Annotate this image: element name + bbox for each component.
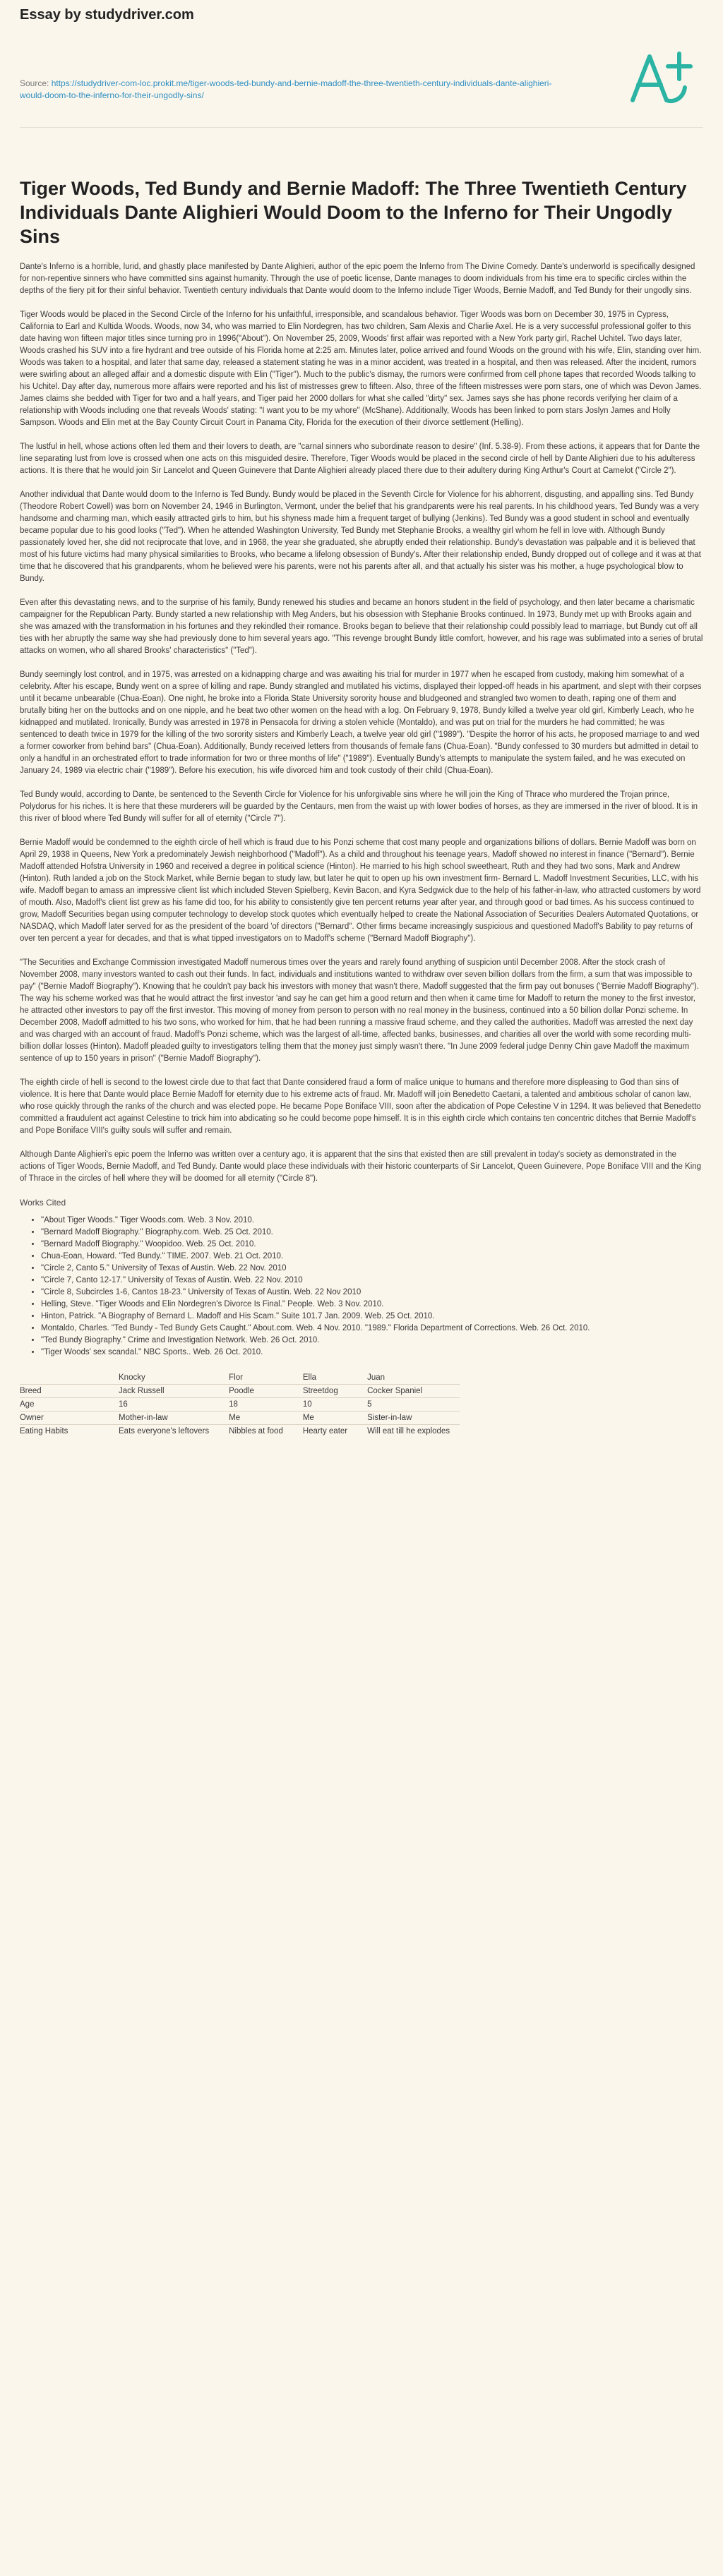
essay-paragraph: "The Securities and Exchange Commission investigated Madoff numerous times over the years and rarely found anything of suspicion until December 2008. After the stock crash of November 2008, many investors wanted to cash out their funds. In fact, individuals and institutions wanted to withdraw over seven billion dollars from the firm, a sum that was impossible to pay" ("Bernie Madoff Biography"). Knowing that he couldn't pay back his investors with money that wasn't there, Madoff suggested that the firm pay out bonuses ("Bernie Madoff Biography"). The way his scheme worked was that he would attract the first investor 'and say he can get him a good return and then when it came time for Madoff to return the money to the first investor, he attracted other investors to pay off the first investor. This moving of money from person to person with no real money in the business, continued into a 50 billion dollar Ponzi scheme. In December 2008, Madoff admitted to his two sons, who worked for him, that he had been running a massive fraud scheme, and they called the authorities. Madoff was arrested the next day and was charged with an account of fraud. Madoff's Ponzi scheme, which was the largest of all-time, affected banks, businesses, and charities all over the world with some recording multi-billion dollar losses (Hinton). Madoff pleaded guilty to investigators telling them that the money just simply wasn't there. "In June 2009 federal judge Denny Chin gave Madoff the maximum sentence of up to 150 years in prison" ("Bernie Madoff Biography"). — [20, 958, 699, 1063]
table-cell: Breed — [20, 1385, 109, 1398]
table-header-cell: Juan — [367, 1373, 386, 1382]
comparison-table — [20, 1371, 460, 1438]
table-cell: Me — [219, 1412, 293, 1425]
table-cell: Mother-in-law — [109, 1412, 219, 1425]
table-cell: 10 — [293, 1398, 357, 1412]
table-header-cell: Ella — [302, 1373, 317, 1382]
studydriver-logo-icon — [626, 47, 696, 106]
essay-title: Tiger Woods, Ted Bundy and Bernie Madoff: The Three Twentieth Century Individuals Dante Alighieri Would Doom to the Inferno for Their Ungodly Sins — [20, 178, 687, 247]
essay-paragraph: The eighth circle of hell is second to the lowest circle due to that fact that Dante considered fraud a form of malice unique to humans and therefore more displeasing to God than sins of violence. It is here that Dante would place Bernie Madoff for eternity due to his extreme acts of fraud. Mr. Madoff will join Benedetto Caetani, a talented and ambitious scholar of canon law, who rose quickly through the ranks of the church and was elected pope. He became Pope Boniface VIII, soon after the abdication of Pope Celestine V in 1294. It was believed that Benedetto committed a fraudulent act against Celestine to trick him into abdicating so he could become pope himself. It is in this eighth circle which contains ten concentric ditches that Bernie Madoff's and Pope Boniface VIII's guilty souls will suffer and remain. — [20, 1078, 701, 1135]
table-cell: Owner — [20, 1412, 109, 1425]
works-cited-item: • "Tiger Woods' sex scandal." NBC Sports.. Web. 26 Oct. 2010. — [41, 1347, 703, 1359]
works-cited-item: • "About Tiger Woods." Tiger Woods.com. Web. 3 Nov. 2010. — [41, 1215, 703, 1227]
essay-paragraph: Even after this devastating news, and to the surprise of his family, Bundy renewed his studies and became an honors student in the field of psychology, and then later became a charismatic campaigner for the Republican Party. Bundy started a new relationship with Meg Anders, but his obsession with Stephanie Brooks continued. In 1973, Bundy met up with Brooks again and she was amazed with the transformation in his fortunes and they rekindled their romance. Brooks began to believe that their relationship could possibly lead to marriage, but Bundy cut off all ties with her abruptly the same way she had previously done to him several years ago. "This revenge brought Bundy little comfort, however, and his rage was sublimated into a series of brutal attacks on women, who all shared Brooks' characteristics" ("Ted"). — [20, 598, 703, 655]
table-cell: Age — [20, 1398, 109, 1412]
works-cited-title: Works Cited — [20, 1198, 66, 1208]
table-header-cell: Flor — [229, 1373, 243, 1382]
table-cell: Hearty eater — [293, 1425, 357, 1438]
essay-paragraph: Another individual that Dante would doom to the Inferno is Ted Bundy. Bundy would be placed in the Seventh Circle for Violence for his abhorrent, disgusting, and appalling sins. Ted Bundy (Theodore Robert Cowell) was born on November 24, 1946 in Burlington, Vermont, under the belief that his grandparents were his real parents. In his childhood years, Ted Bundy was a very handsome and charming man, which easily attracted girls to him, but his shyness made him a frequent target of bullying (Jenkins). Ted Bundy was a good student in school and eventually became popular due to his good looks ("Ted"). When he attended Washington University, Ted Bundy met Stephanie Brooks, a wealthy girl whom he fell in love with. Although Bundy passionately loved her, she did not reciprocate that love, and in 1968, the year she graduated, she abruptly ended their relationship. Bundy's devastation was palpable and it is believed that most of his future victims had many physical similarities to Brooks, who became a lifelong obsession of Bundy's. After their relationship ended, Bundy dropped out of college and it was at that time that he discovered that his grandparents, whom he believed were his parents, were not his parents after all, and that actually his sister was his mother, a huge psychological blow to Bundy. — [20, 490, 701, 583]
table-cell: Poodle — [219, 1385, 293, 1398]
site-header — [20, 7, 703, 128]
essay-paragraph: Although Dante Alighieri's epic poem the Inferno was written over a century ago, it is apparent that the sins that existed then are still prevalent in today's society as demonstrated in the actions of Tiger Woods, Bernie Madoff, and Ted Bundy. Dante would place these individuals with their historic counterparts of Sir Lancelot, Queen Guinevere, Pope Boniface VIII and the King of Thrace in the circles of hell where they will be doomed for all eternity ("Circle 8"). — [20, 1150, 702, 1183]
works-cited-item: • "Bernard Madoff Biography." Woopidoo. Web. 25 Oct. 2010. — [41, 1239, 703, 1251]
works-cited-item: • "Bernard Madoff Biography." Biography.com. Web. 25 Oct. 2010. — [41, 1227, 703, 1239]
table-cell: Jack Russell — [109, 1385, 219, 1398]
table-cell: Sister-in-law — [357, 1412, 460, 1425]
essay-paragraph: Tiger Woods would be placed in the Second Circle of the Inferno for his unfaithful, irresponsible, and scandalous behavior. Tiger Woods was born on December 30, 1975 in Cypress, California to Earl and Kultida Woods. Woods, now 34, who was married to Elin Nordegren, has two children, Sam Alexis and Charlie Axel. He is a very successful professional golfer to this date having won fifteen major titles since turning pro in 1996("About"). On November 25, 2009, Woods' first affair was reported with a New York party girl, Rachel Uchitel. Two days later, Woods crashed his SUV into a fire hydrant and tree outside of his Florida home at 2:25 am. Minutes later, police arrived and found Woods on the ground with his wife, Elin, standing over him. Woods was taken to a hospital, and later that same day, released a statement stating he was in a minor accident, was treated in a hospital, and then was released. After the incident, rumors were swirling about an alleged affair and a domestic dispute with Elin ("Tiger"). Much to the public's dismay, the rumors were confirmed from cell phone tapes that recorded Woods talking to his Uchitel. Day after day, numerous more affairs were reported and his list of mistresses grew to fifteen. Also, three of the fifteen mistresses were porn stars, one of which was Devon James. James claims she bedded with Tiger for two and a half years, and Tiger paid her 2000 dollars for what she called "dirty" sex. James says she has phone records verifying her claim of a relationship with Woods including one that reveals Woods' stating: "I want you to be my whore" (McShane). Additionally, Woods has been linked to porn stars Joslyn James and Holly Sampson. Woods and Elin met at the Bay County Circuit Court in Panama City, Florida for the execution of their divorce settlement (Helling). — [20, 311, 702, 427]
table-header-cell: Knocky — [119, 1373, 145, 1382]
essay-paragraph: Bundy seemingly lost control, and in 1975, was arrested on a kidnapping charge and was awaiting his trial for murder in 1977 when he escaped from custody, making him somewhat of a celebrity. After his escape, Bundy went on a spree of killing and rape. Bundy strangled and mutilated his victims, displayed their lopped-off heads in his apartment, and slept with their corpses until it became unbearable (Chua-Eoan). One night, he broke into a Florida State University sorority house and bludgeoned and strangled two women to death, raping one of them and brutally biting her on the buttocks and on one nipple, and he beat two other women on the head with a log. On February 9, 1978, Bundy killed a twelve year old girl, Kimberly Leach, who he kidnapped and mutilated. Ironically, Bundy was arrested in 1978 in Pensacola for driving a stolen vehicle (Montaldo), and was put on trial for the murders he had committed; he was sentenced to death twice in 1979 for the killing of the two sorority sisters and Kimberly Leach, a twelve year old girl ("1989"). "Despite the horror of his acts, he proposed marriage to and wed a former coworker from behind bars" (Chua-Eoan). Additionally, Bundy received letters from thousands of female fans (Chua-Eoan). "Bundy confessed to 30 murders but admitted in detail to only a handful in an orchestrated effort to trade information for two or three months of life" ("1989"). Eventually Bundy's attempts to manipulate the system failed, and he was executed on January 24, 1989 via electric chair ("1989"). Before his execution, his wife divorced him and took custody of their child (Chua-Eoan). — [20, 670, 702, 775]
table-row — [20, 1425, 460, 1438]
works-cited-item: • Hinton, Patrick. "A Biography of Bernard L. Madoff and His Scam." Suite 101.7 Jan. 2009. Web. 25 Oct. 2010. — [41, 1311, 703, 1323]
essay-body — [20, 261, 703, 1185]
table-cell: 16 — [109, 1398, 219, 1412]
table-cell: Cocker Spaniel — [357, 1385, 460, 1398]
table-cell: 5 — [357, 1398, 460, 1412]
table-cell: Streetdog — [293, 1385, 357, 1398]
works-cited-list — [20, 1215, 703, 1359]
table-cell: Eats everyone's leftovers — [109, 1425, 219, 1438]
works-cited-item: • "Circle 8, Subcircles 1-6, Cantos 18-23." University of Texas of Austin. Web. 22 Nov 2010 — [41, 1287, 703, 1299]
table-row — [20, 1398, 460, 1412]
site-title: Essay by studydriver.com — [20, 7, 194, 23]
source-link[interactable]: https://studydriver-com-loc.prokit.me/tiger-woods-ted-bundy-and-bernie-madoff-the-three-twentieth-century-individuals-dante-alighieri-would-doom-to-the-inferno-for-their-ungodly-sins/ — [20, 78, 552, 100]
essay-paragraph: The lustful in hell, whose actions often led them and their lovers to death, are "carnal sinners who subordinate reason to desire" (Inf. 5.38-9). From these actions, it appears that for Dante the line separating lust from love is crossed when one acts on this misguided desire. Therefore, Tiger Woods would be placed in the second circle of hell by Dante Alighieri due to his adulteress actions. It is there that he would join Sir Lancelot and Queen Guinevere that Dante Alighieri already placed there due to their adultery during King Arthur's Court at Camelot ("Circle 2"). — [20, 443, 700, 475]
works-cited-item: • Helling, Steve. "Tiger Woods and Elin Nordegren's Divorce Is Final." People. Web. 3 Nov. 2010. — [41, 1299, 703, 1311]
table-cell: 18 — [219, 1398, 293, 1412]
table-cell: Nibbles at food — [219, 1425, 293, 1438]
table-row — [20, 1385, 460, 1398]
works-cited-item: • Chua-Eoan, Howard. "Ted Bundy." TIME. 2007. Web. 21 Oct. 2010. — [41, 1251, 703, 1263]
source-line — [20, 78, 556, 102]
works-cited-item: • Montaldo, Charles. "Ted Bundy - Ted Bundy Gets Caught." About.com. Web. 4 Nov. 2010. "1989." Florida Department of Corrections. Web. 26 Oct. 2010. — [41, 1323, 703, 1335]
table-cell: Me — [293, 1412, 357, 1425]
table-header-cell — [20, 1371, 109, 1385]
essay-paragraph: Ted Bundy would, according to Dante, be sentenced to the Seventh Circle for Violence for his unforgivable sins where he will join the King of Thrace who murdered the Trojan prince, Polydorus for his riches. It is here that these murderers will be guarded by the Centaurs, men from the waist up with lower bodies of horses, as they are immersed in the river of blood. It is in this river of blood where Ted Bundy will suffer for all of eternity ("Circle 7"). — [20, 790, 698, 823]
essay-paragraph: Bernie Madoff would be condemned to the eighth circle of hell which is fraud due to his Ponzi scheme that cost many people and organizations billions of dollars. Bernie Madoff was born on April 29, 1938 in Queens, New York a predominately Jewish neighborhood ("Madoff"). As a child and throughout his teenage years, Madoff showed no interest in finance ("Bernard"). Bernie Madoff attended Hofstra University in 1960 and received a degree in political science (Hinton). He married to his high school sweetheart, Ruth and they had two sons, Mark and Andrew (Hinton). Ruth landed a job on the Stock Market, while Bernie began to study law, but later he quit to open up his own investment firm- Bernard L. Madoff Investment Securities, LLC, with his wife. Madoff began to amass an impressive client list which included Steven Spielberg, Kevin Bacon, and Kyra Sedgwick due to the help of his father-in-law, who attracted customers by word of mouth. Also, Madoff's client list grew as his fame did too, for his ability to consistently give ten percent returns year after year, and through good or bad times. As his success continued to grow, Madoff Securities began using computer technology to develop stock quotes which eventually helped to create the National Association of Securities Dealers Automated Quotations, or NASDAQ, which Madoff later served for as the president of the board 'of directors ("Bernard". Other firms became increasingly suspicious and questioned Madoff's Bability to pay returns of over ten percent a year for decades, and that is what tipped investigators on to Madoff's scheme ("Bernard Madoff Biography"). — [20, 838, 701, 943]
essay-paragraph: Dante's Inferno is a horrible, lurid, and ghastly place manifested by Dante Alighieri, author of the epic poem the Inferno from The Divine Comedy. Dante's underworld is specifically designed for non-repentive sinners who have committed sins against humanity. Through the use of poetic license, Dante manages to doom individuals from his time era to specific circles within the depths of the fiery pit for their sinful behavior. Twentieth century individuals that Dante would doom to the Inferno include Tiger Woods, Bernie Madoff, and Ted Bundy for their ungodly sins. — [20, 263, 695, 295]
works-cited-item: • "Circle 2, Canto 5." University of Texas of Austin. Web. 22 Nov. 2010 — [41, 1263, 703, 1275]
table-cell: Eating Habits — [20, 1425, 109, 1438]
table-row — [20, 1412, 460, 1425]
table-header-row — [20, 1371, 460, 1385]
essay-main — [20, 176, 703, 1438]
works-cited-item: • "Circle 7, Canto 12-17." University of Texas of Austin. Web. 22 Nov. 2010 — [41, 1275, 703, 1287]
works-cited-item: • "Ted Bundy Biography." Crime and Investigation Network. Web. 26 Oct. 2010. — [41, 1335, 703, 1347]
source-label: Source: — [20, 78, 52, 88]
table-cell: Will eat till he explodes — [357, 1425, 460, 1438]
